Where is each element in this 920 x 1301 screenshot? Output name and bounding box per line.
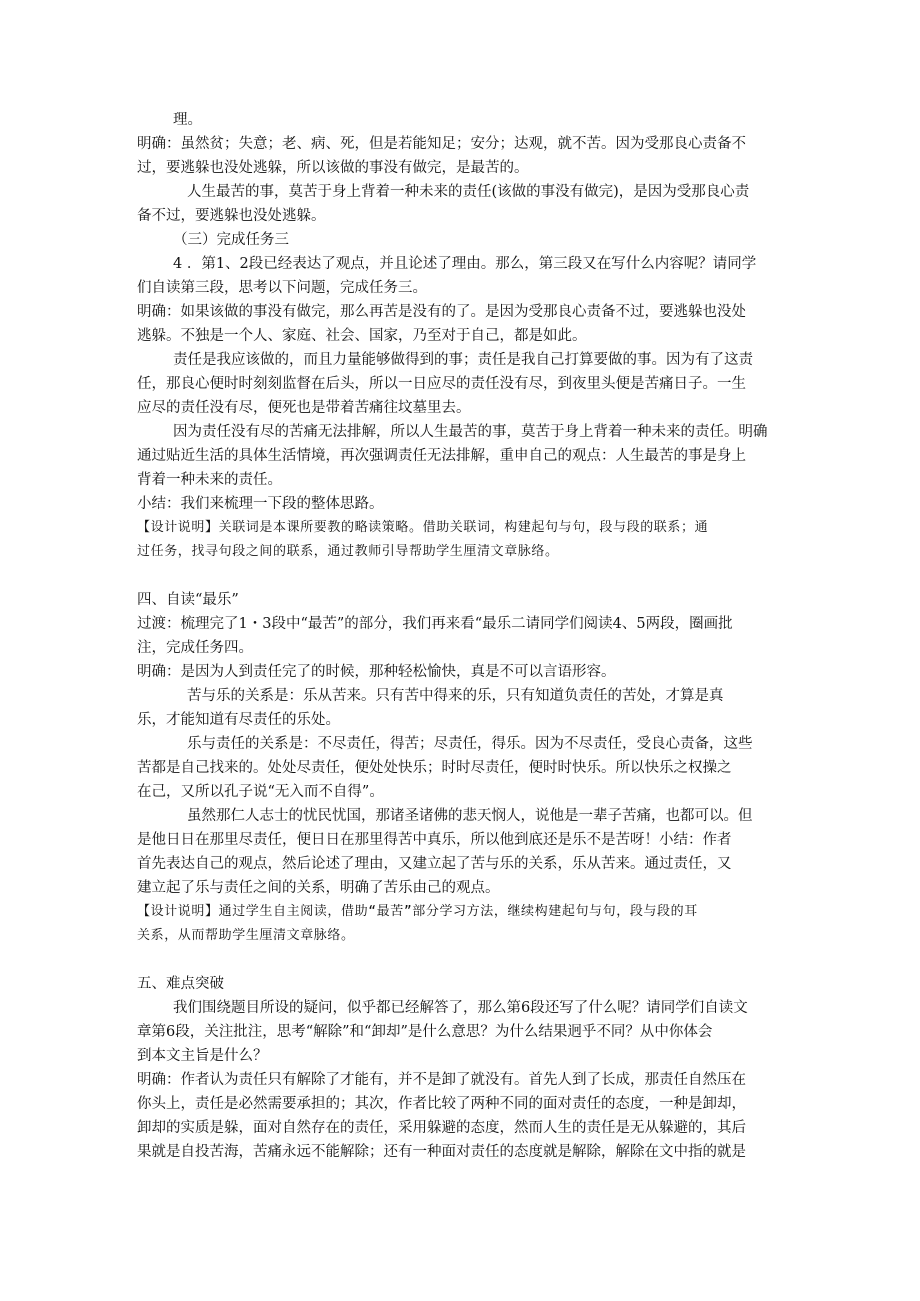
- text-line: 首先表达自己的观点，然后论述了理由，又建立起了苦与乐的关系，乐从苦来。通过责任，又: [137, 856, 732, 872]
- text-line: 到本文主旨是什么？: [137, 1048, 268, 1064]
- text-line: 任，那良心便时时刻刻监督在后头，所以一日应尽的责任没有尽，到夜里头便是苦痛日子。一生: [137, 376, 746, 392]
- blank-line: [137, 948, 785, 972]
- text-line: 五、难点突破: [137, 976, 224, 992]
- text-line: 是他日日在那里尽责任，便日日在那里得苦中真乐，所以他到底还是乐不是苦呀！小结：作者: [137, 832, 732, 848]
- text-line: 卸却的实质是躲，面对自然存在的责任，采用躲避的态度，然而人生的责任是无从躲避的，其后: [137, 1120, 746, 1136]
- text-line: 在己，又所以孔子说“无入而不自得”。: [137, 784, 384, 800]
- design-note-line: 关系，从而帮助学生厘清文章脉络。: [137, 928, 355, 943]
- text-line: 四、自读“最乐”: [137, 592, 239, 608]
- text-line: 通过贴近生活的具体生活情境，再次强调责任无法排解，重申自己的观点：人生最苦的事是身上: [137, 448, 746, 464]
- text-line: 过渡：梳理完了1・3段中“最苦”的部分，我们再来看“最乐二请同学们阅读4、5两段，圈画批: [137, 616, 733, 632]
- text-line: 责任是我应该做的，而且力量能够做得到的事；责任是我自己打算要做的事。因为有了这责: [173, 352, 753, 368]
- document-body: [137, 108, 785, 1164]
- text-line: 你头上，责任是必然需要承担的；其次，作者比较了两种不同的面对责任的态度，一种是卸却，: [137, 1096, 746, 1112]
- text-line: 果就是自投苦海，苦痛永远不能解除；还有一种面对责任的态度就是解除，解除在文中指的就是: [137, 1144, 746, 1160]
- design-note-line: 过任务，找寻句段之间的联系，通过教师引导帮助学生厘清文章脉络。: [137, 544, 559, 559]
- text-line: 过，要逃躲也没处逃躲，所以该做的事没有做完，是最苦的。: [137, 160, 529, 176]
- text-line: 理。: [173, 112, 202, 128]
- text-line: 背着一种未来的责任。: [137, 472, 282, 488]
- text-line: 建立起了乐与责任之间的关系，明确了苦乐由己的观点。: [137, 880, 500, 896]
- text-line: 明确：作者认为责任只有解除了才能有，并不是卸了就没有。首先人到了长成，那责任自然压在: [137, 1072, 746, 1088]
- text-line: 苦都是自己找来的。处处尽责任，便处处快乐；时时尽责任，便时时快乐。所以快乐之权操之: [137, 760, 732, 776]
- blank-line: [137, 564, 785, 588]
- text-line: 虽然那仁人志士的忧民忧国，那诸圣诸佛的悲天悯人，说他是一辈子苦痛，也都可以。但: [187, 808, 753, 824]
- text-line: 明确：是因为人到责任完了的时候，那种轻松愉快，真是不可以言语形容。: [137, 664, 616, 680]
- text-line: 4 ．第1、2段已经表达了观点，并且论述了理由。那么，第三段又在写什么内容呢？请同学: [173, 256, 757, 272]
- design-note-line: 【设计说明】关联词是本课所要教的略读策略。借助关联词，构建起句与句，段与段的联系；通: [137, 520, 709, 535]
- text-line: 苦与乐的关系是：乐从苦来。只有苦中得来的乐，只有知道负责任的苦处，才算是真: [187, 688, 724, 704]
- text-line: 逃躲。不独是一个人、家庭、社会、国家，乃至对于自己，都是如此。: [137, 328, 587, 344]
- text-line: 乐与责任的关系是：不尽责任，得苦；尽责任，得乐。因为不尽责任，受良心责备，这些: [187, 736, 753, 752]
- text-line: 应尽的责任没有尽，便死也是带着苦痛往坟墓里去。: [137, 400, 471, 416]
- text-line: 们自读第三段，思考以下问题，完成任务三。: [137, 280, 427, 296]
- text-line: 明确：虽然贫；失意；老、病、死，但是若能知足；安分；达观，就不苦。因为受那良心责备不: [137, 136, 746, 152]
- text-line: 注，完成任务四。: [137, 640, 253, 656]
- design-note-line: 【设计说明】通过学生自主阅读，借助“最苦”部分学习方法，继续构建起句与句，段与段的耳: [137, 904, 698, 919]
- text-line: 乐，才能知道有尽责任的乐处。: [137, 712, 340, 728]
- text-line: （三）完成任务三: [173, 232, 289, 248]
- text-line: 人生最苦的事，莫苦于身上背着一种未来的责任(该做的事没有做完)，是因为受那良心责: [187, 184, 750, 200]
- text-line: 章第6段，关注批注，思考“解除”和“卸却”是什么意思？为什么结果迥乎不同？从中你体会: [137, 1024, 713, 1040]
- text-line: 我们围绕题目所设的疑问，似乎都已经解答了，那么第6段还写了什么呢？请同学们自读文: [173, 1000, 748, 1016]
- text-line: 明确：如果该做的事没有做完，那么再苦是没有的了。是因为受那良心责备不过，要逃躲也没处: [137, 304, 746, 320]
- text-line: 备不过，要逃躲也没处逃躲。: [137, 208, 326, 224]
- text-line: 小结：我们来梳理一下段的整体思路。: [137, 496, 384, 512]
- text-line: 因为责任没有尽的苦痛无法排解，所以人生最苦的事，莫苦于身上背着一种未来的责任。明确: [173, 424, 768, 440]
